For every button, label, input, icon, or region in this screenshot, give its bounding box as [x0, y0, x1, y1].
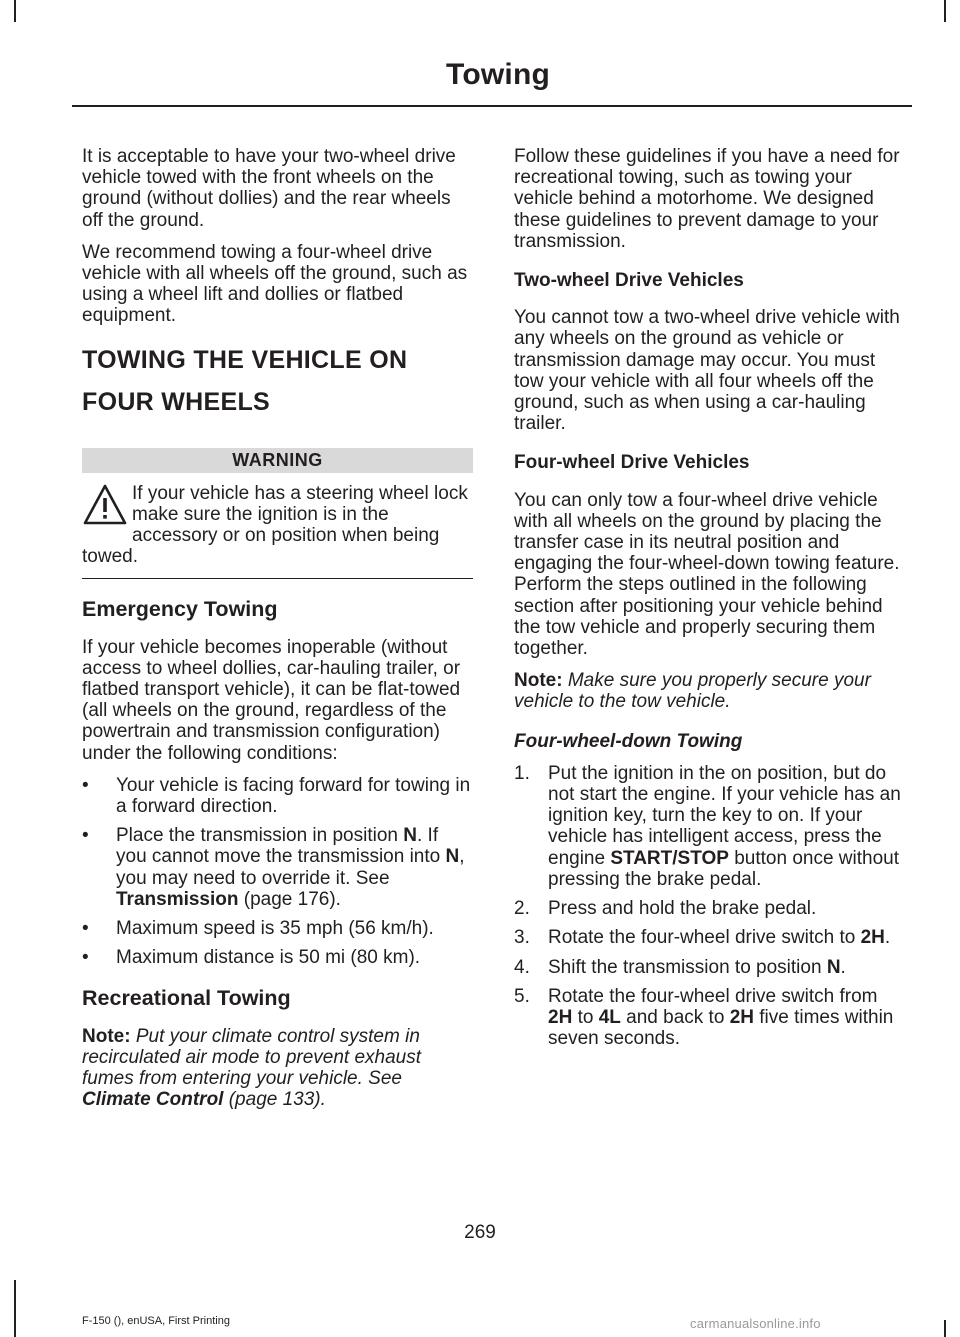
- list-item-text: five times within seven seconds.: [548, 1006, 894, 1050]
- note-secure-vehicle: [514, 670, 905, 712]
- gear-position: N: [403, 825, 417, 847]
- gear-position: N: [826, 956, 841, 978]
- switch-position: 2H: [860, 927, 885, 949]
- bullet-marker: •: [82, 825, 89, 847]
- gear-position: N: [445, 846, 460, 868]
- list-item-text: Press and hold the brake pedal.: [548, 898, 817, 920]
- paragraph-guidelines: Follow these guidelines if you have a need for recreational towing, such as towing your vehicle behind a motorhome. We designed these guidelines to prevent damage to your transmission.: [514, 146, 900, 252]
- list-item-text: and back to: [620, 1006, 730, 1028]
- crop-mark-bottom-left: [14, 1280, 16, 1337]
- page-title: Towing: [446, 58, 550, 91]
- list-item: [82, 918, 473, 939]
- list-item-text: Rotate the four-wheel drive switch from: [548, 985, 878, 1007]
- heading-four-wheel-down-towing: Four-wheel-down Towing: [514, 730, 743, 752]
- heading-two-wheel-drive: Two-wheel Drive Vehicles: [514, 270, 744, 292]
- bullet-marker: •: [82, 774, 89, 796]
- page-reference: (page 176).: [238, 888, 341, 910]
- note-label: Note:: [514, 670, 563, 692]
- edition-text: F-150 (), enUSA, First Printing: [82, 1315, 230, 1327]
- list-item: [82, 775, 473, 817]
- step-number: 5.: [514, 985, 530, 1007]
- note-climate-control: [82, 1026, 473, 1111]
- paragraph-four-wheel-recommend: We recommend towing a four-wheel drive vehicle with all wheels off the ground, such as using a wheel lift and dollies or flatbed equipment.: [82, 241, 468, 327]
- list-item-text: Rotate the four-wheel drive switch to: [548, 927, 861, 949]
- list-item-text: Place the transmission in position: [116, 825, 404, 847]
- list-item: [514, 763, 905, 890]
- list-item-text: Maximum speed is 35 mph (56 km/h).: [116, 918, 434, 940]
- warning-triangle-icon: [82, 483, 128, 527]
- left-column: [82, 146, 473, 1122]
- paragraph-emergency: If your vehicle becomes inoperable (without access to wheel dollies, car-hauling trailer, or flatbed transport vehicle), it can be flat-towed (all wheels on the ground, regardless of the powertrain and transmission configuration) under the following conditions:: [82, 636, 461, 764]
- note-text: Put your climate control system in recirculated air mode to prevent exhaust fumes from entering your vehicle. See: [82, 1025, 422, 1090]
- step-number: 1.: [514, 762, 530, 784]
- step-number: 2.: [514, 898, 530, 920]
- list-item: [82, 825, 473, 910]
- list-item: [82, 947, 473, 968]
- button-name: START/STOP: [610, 847, 729, 869]
- warning-box: [82, 483, 473, 580]
- bullet-marker: •: [82, 918, 89, 940]
- list-item: [514, 986, 905, 1050]
- list-item-text: Maximum distance is 50 mi (80 km).: [116, 947, 421, 969]
- list-item-text: .: [884, 927, 891, 949]
- heading-emergency-towing: Emergency Towing: [82, 597, 278, 622]
- page-reference: (page 133).: [223, 1089, 326, 1111]
- note-label: Note:: [82, 1025, 131, 1047]
- watermark: carmanualsonline.info: [690, 1316, 821, 1331]
- list-item-text: to: [572, 1006, 599, 1028]
- list-item: [514, 957, 905, 978]
- right-column: [514, 146, 905, 1059]
- conditions-list: [82, 775, 473, 969]
- list-item-text: .: [840, 956, 846, 978]
- link-climate-control[interactable]: Climate Control: [82, 1089, 224, 1111]
- paragraph-two-wheel-towed: It is acceptable to have your two-wheel drive vehicle towed with the front wheels on the ground (without dollies) and the rear wheels off the ground.: [82, 146, 456, 231]
- section-heading: [82, 345, 473, 418]
- note-text: Make sure you properly secure your vehicle to the tow vehicle.: [514, 670, 871, 713]
- paragraph-four-wheel-drive: You can only tow a four-wheel drive vehicle with all wheels on the ground by placing the transfer case in its neutral position and engaging the four-wheel-down towing feature. Perform the steps outlined in the following section after positioning your vehicle behind the tow vehicle and properly securing them together.: [514, 489, 900, 660]
- list-item-text: button once without pressing the brake pedal.: [548, 847, 900, 890]
- section-heading-line2: FOUR WHEELS: [82, 388, 271, 417]
- warning-text: If your vehicle has a steering wheel lock make sure the ignition is in the accessory or on position when being towed.: [82, 482, 468, 568]
- heading-four-wheel-drive: Four-wheel Drive Vehicles: [514, 452, 750, 474]
- page-number: 269: [464, 1222, 496, 1243]
- list-item-text: , you may need to override it. See: [116, 846, 465, 889]
- warning-label: WARNING: [82, 448, 473, 473]
- header-rule: [72, 105, 912, 107]
- crop-mark-top-left: [14, 0, 16, 22]
- list-item: [514, 898, 905, 919]
- crop-mark-bottom-right: [944, 1320, 946, 1337]
- list-item: [514, 927, 905, 948]
- step-number: 3.: [514, 927, 530, 949]
- section-heading-line1: TOWING THE VEHICLE ON: [82, 345, 408, 374]
- paragraph-two-wheel-drive: You cannot tow a two-wheel drive vehicle with any wheels on the ground as vehicle or transmission damage may occur. You must tow your vehicle with all four wheels off the ground, such as when using a car-hauling trailer.: [514, 307, 900, 435]
- list-item-text: Shift the transmission to position: [548, 956, 827, 978]
- list-item-text: . If you cannot move the transmission into: [116, 825, 446, 868]
- step-number: 4.: [514, 956, 530, 978]
- bullet-marker: •: [82, 947, 89, 969]
- towing-steps-list: [514, 763, 905, 1049]
- list-item-text: Put the ignition in the on position, but do not start the engine. If your vehicle has an ignition key, turn the key to on. If your vehicle has intelligent access, press the engine: [548, 762, 901, 869]
- heading-recreational-towing: Recreational Towing: [82, 986, 291, 1011]
- list-item-text: Your vehicle is facing forward for towing in a forward direction.: [116, 774, 471, 818]
- link-transmission[interactable]: Transmission: [116, 888, 239, 910]
- switch-position: 2H: [729, 1006, 754, 1028]
- crop-mark-top-right: [944, 0, 946, 22]
- switch-position: 4L: [598, 1006, 621, 1028]
- switch-position: 2H: [548, 1006, 573, 1028]
